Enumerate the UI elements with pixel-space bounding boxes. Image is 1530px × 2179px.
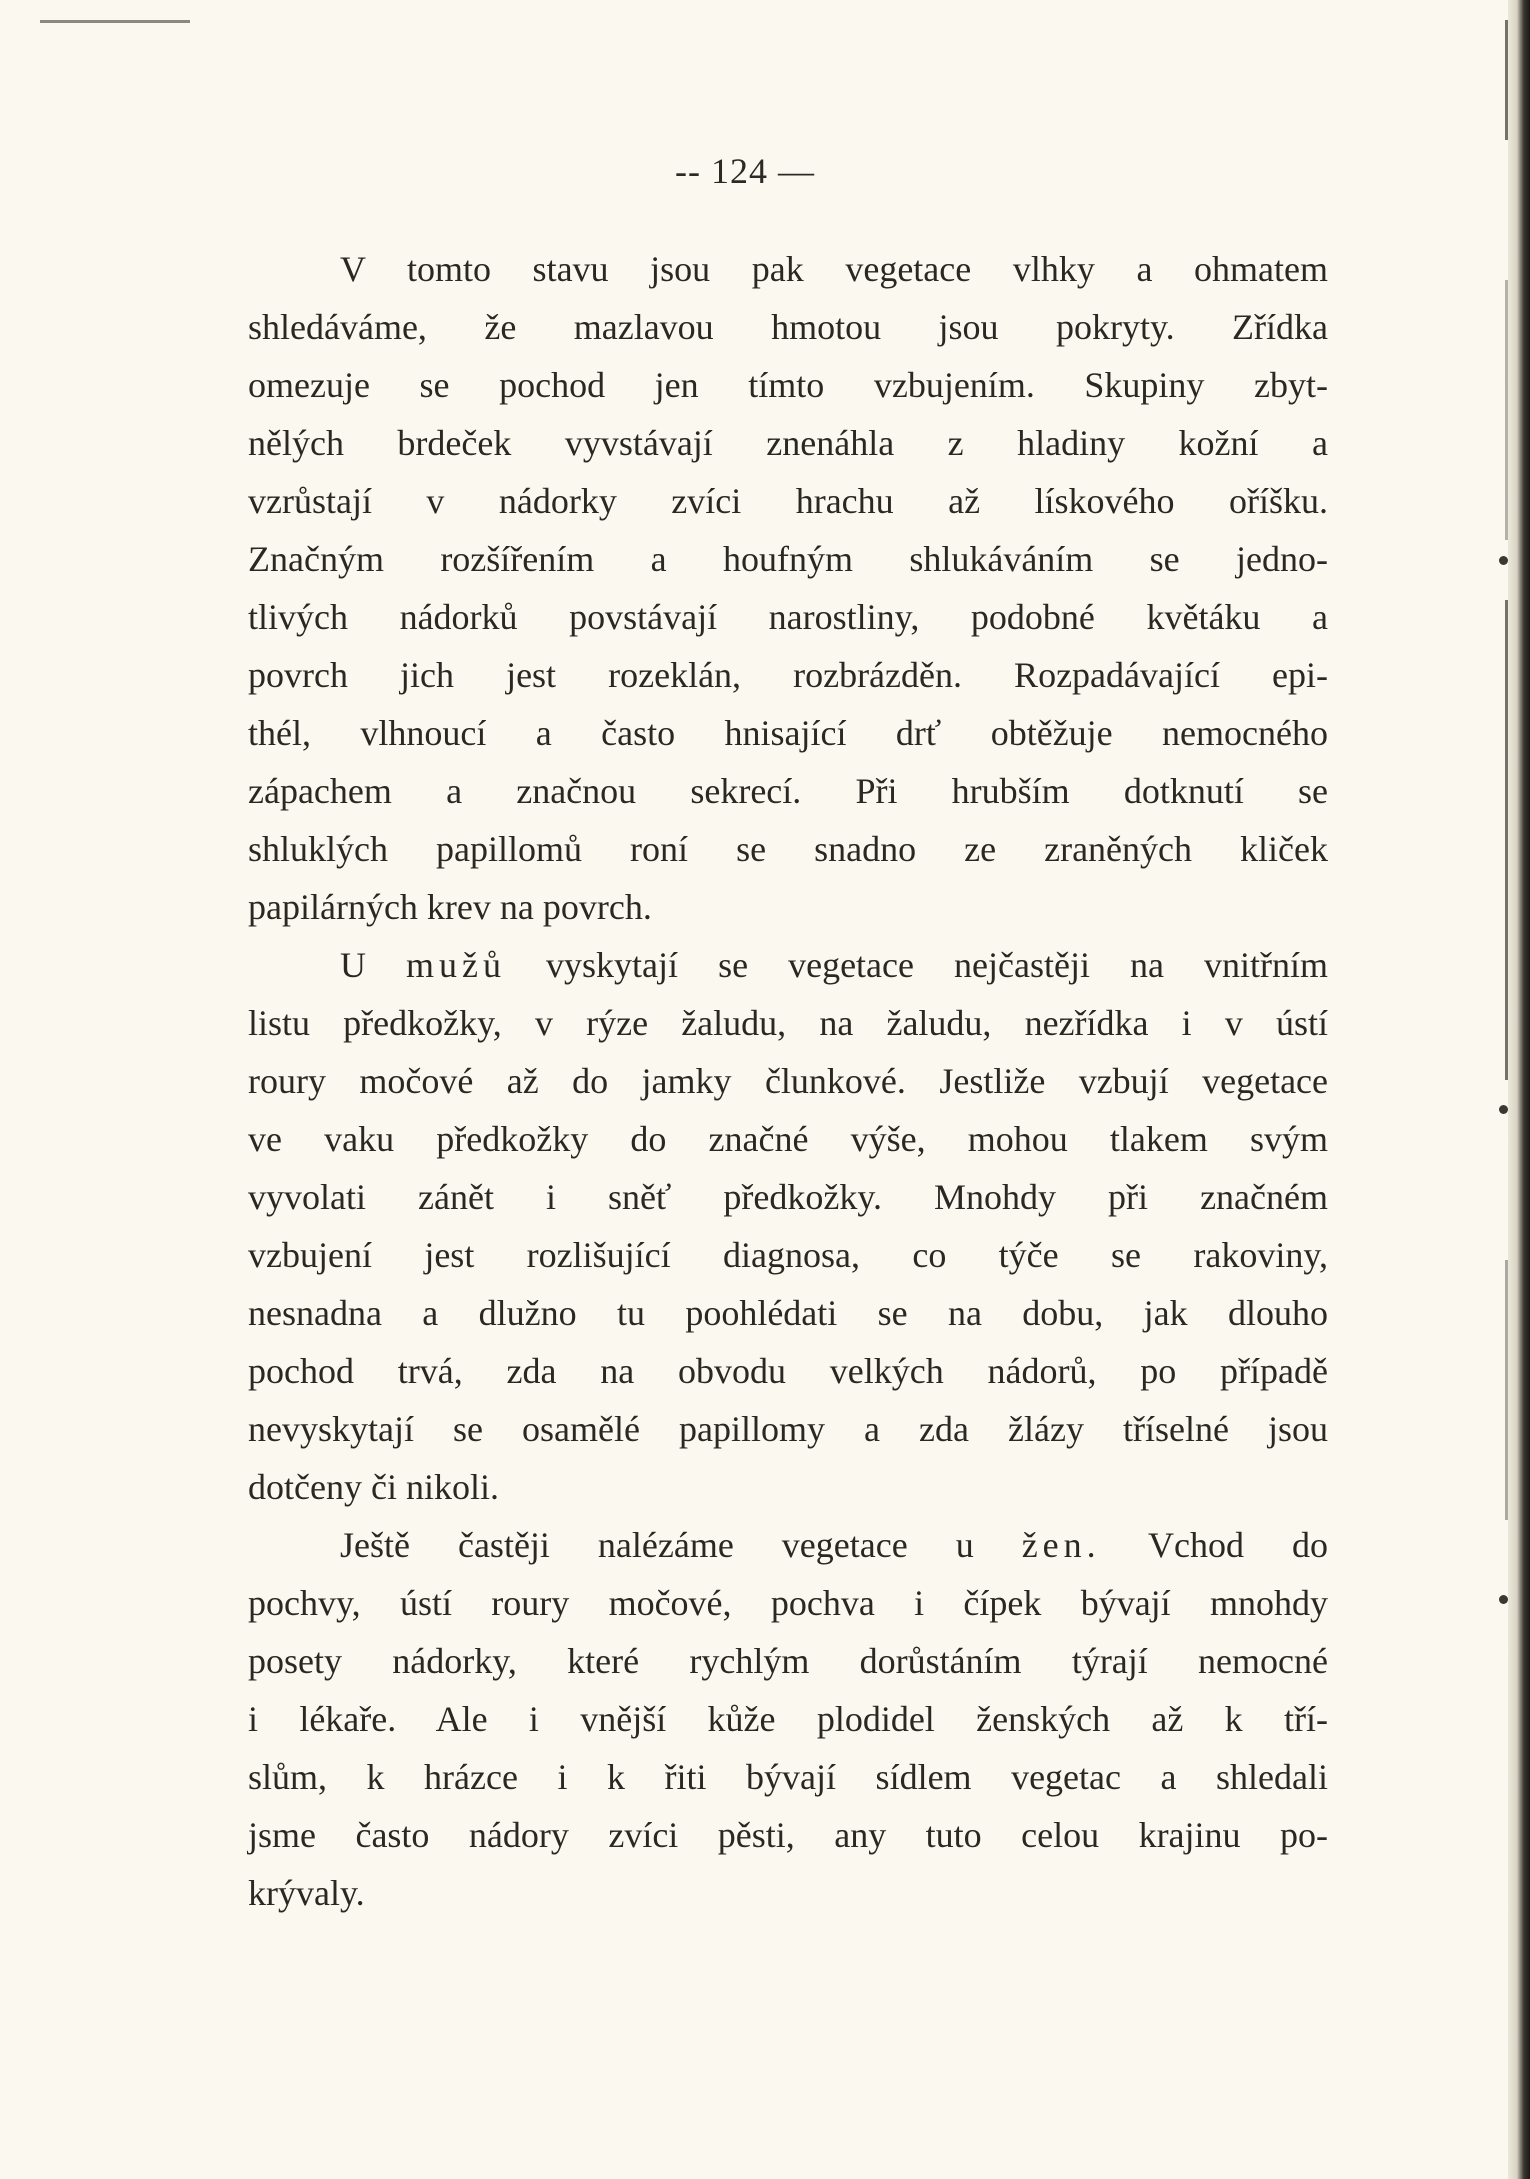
edge-line xyxy=(1505,20,1508,140)
text-fragment: U xyxy=(340,945,366,985)
text-fragment: Vchod do xyxy=(1148,1525,1328,1565)
text-line: dotčeny či nikoli. xyxy=(248,1467,499,1507)
text-fragment: vyskytají se vegetace nejčastěji na vnitřním xyxy=(546,945,1328,985)
text-line: nesnadna a dlužno tu poohlédati se na dobu, jak dlouho xyxy=(248,1293,1328,1333)
paragraph-2 xyxy=(248,936,1328,1516)
text-line: jsme často nádory zvíci pěsti, any tuto celou krajinu po- xyxy=(248,1815,1328,1855)
text-line: nělých brdeček vyvstávají znenáhla z hladiny kožní a xyxy=(248,423,1328,463)
text-line: thél, vlhnoucí a často hnisající drť obtěžuje nemocného xyxy=(248,713,1328,753)
text-line: nevyskytají se osamělé papillomy a zda žlázy tříselné jsou xyxy=(248,1409,1328,1449)
text-line: zápachem a značnou sekrecí. Při hrubším dotknutí se xyxy=(248,771,1328,811)
paragraph-3 xyxy=(248,1516,1328,1922)
body-text xyxy=(248,240,1328,1922)
text-line: ve vaku předkožky do značné výše, mohou tlakem svým xyxy=(248,1119,1328,1159)
edge-mark xyxy=(1499,556,1508,565)
text-line: vyvolati zánět i sněť předkožky. Mnohdy při značném xyxy=(248,1177,1328,1217)
text-line: krývaly. xyxy=(248,1873,365,1913)
text-fragment: Ještě častěji nalézáme vegetace u xyxy=(340,1525,974,1565)
text-line: tlivých nádorků povstávají narostliny, podobné květáku a xyxy=(248,597,1328,637)
edge-line xyxy=(1505,1260,1508,1520)
paragraph-1 xyxy=(248,240,1328,936)
text-line: omezuje se pochod jen tímto vzbujením. Skupiny zbyt- xyxy=(248,365,1328,405)
edge-line xyxy=(1505,600,1508,1080)
text-line: shluklých papillomů roní se snadno ze zraněných kliček xyxy=(248,829,1328,869)
text-line: Značným rozšířením a houfným shlukáváním se jedno- xyxy=(248,539,1328,579)
text-line: listu předkožky, v rýze žaludu, na žaludu, nezřídka i v ústí xyxy=(248,1003,1328,1043)
scan-top-rule xyxy=(40,20,190,23)
text-line: vzbujení jest rozlišující diagnosa, co týče se rakoviny, xyxy=(248,1235,1328,1275)
text-line: vzrůstají v nádorky zvíci hrachu až lískového oříšku. xyxy=(248,481,1328,521)
page-number: -- 124 — xyxy=(675,151,815,191)
text-line: pochvy, ústí roury močové, pochva i čípek bývají mnohdy xyxy=(248,1583,1328,1623)
edge-mark xyxy=(1499,1105,1508,1114)
text-line: roury močové až do jamky člunkové. Jestliže vzbují vegetace xyxy=(248,1061,1328,1101)
text-line: i lékaře. Ale i vnější kůže plodidel ženských až k tří- xyxy=(248,1699,1328,1739)
edge-line xyxy=(1505,280,1508,540)
text-line: povrch jich jest rozeklán, rozbrázděn. Rozpadávající epi- xyxy=(248,655,1328,695)
emphasized-word: mužů xyxy=(406,945,507,985)
text-line: V tomto stavu jsou pak vegetace vlhky a ohmatem xyxy=(340,249,1328,289)
text-line: shledáváme, že mazlavou hmotou jsou pokryty. Zřídka xyxy=(248,307,1328,347)
text-line xyxy=(248,1516,1328,1574)
emphasized-word: žen. xyxy=(1021,1525,1101,1565)
text-line xyxy=(248,936,1328,994)
text-line: pochod trvá, zda na obvodu velkých nádorů, po případě xyxy=(248,1351,1328,1391)
text-line: papilárných krev na povrch. xyxy=(248,887,652,927)
page-binding-edge xyxy=(1508,0,1530,2179)
text-line: posety nádorky, které rychlým dorůstáním týrají nemocné xyxy=(248,1641,1328,1681)
text-line: slům, k hrázce i k řiti bývají sídlem vegetac a shledali xyxy=(248,1757,1328,1797)
edge-mark xyxy=(1499,1595,1508,1604)
